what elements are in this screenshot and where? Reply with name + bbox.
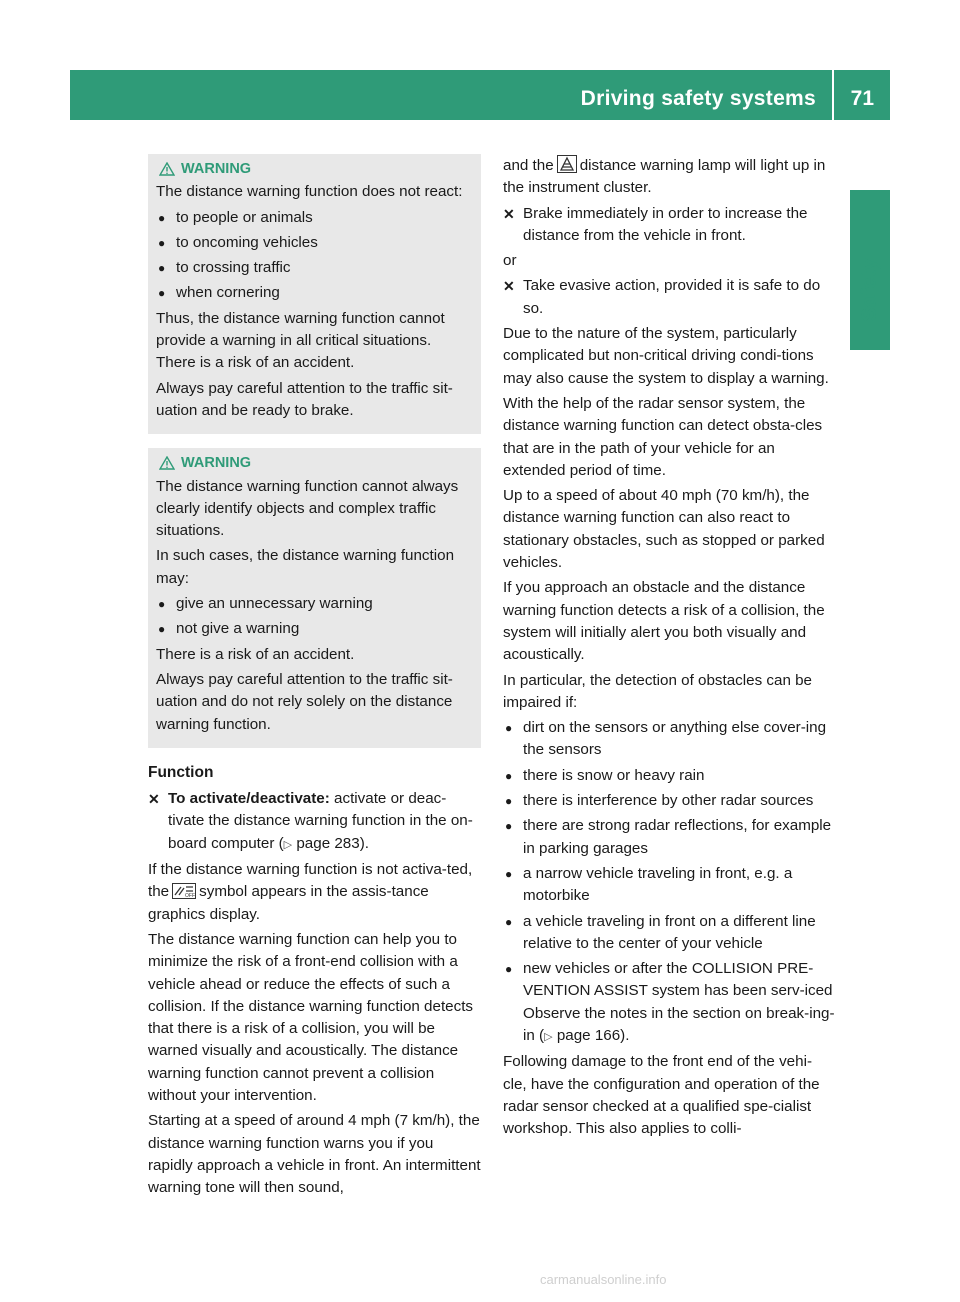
bullet-icon: ● — [505, 721, 513, 736]
list-item: ● a narrow vehicle traveling in front, e.g. a motorbike — [503, 863, 835, 908]
list-item: ● a vehicle traveling in front on a different line relative to the center of your vehicle — [503, 911, 835, 956]
chapter-label: Safety — [858, 258, 881, 322]
list-item: ● to crossing traffic — [156, 257, 473, 279]
distance-warning-lamp-icon — [557, 155, 577, 173]
paragraph: and the distance warning lamp will light up in the instrument cluster. — [503, 157, 826, 197]
warning-paragraph: Always pay careful attention to the traffic sit-uation and be ready to brake. — [156, 379, 453, 419]
warning-title: WARNING — [181, 455, 252, 472]
paragraph: The distance warning function can help you to minimize the risk of a front-end collision with a vehicle ahead or reduce the effects of such a collision. If the distance warning function detects that there is a risk of a collision, you will be warned visually and acoustically. The distance warning function cannot prevent a collision without your intervention. — [148, 930, 474, 1104]
warning-box-2 — [148, 448, 481, 748]
distance-warning-off-icon — [172, 883, 196, 899]
paragraph: In particular, the detection of obstacles can be impaired if: — [503, 671, 813, 711]
bullet-icon: ● — [158, 210, 166, 225]
header-divider — [832, 70, 834, 120]
bullet-icon: ● — [505, 866, 513, 881]
bullet-icon: ● — [505, 794, 513, 809]
bullet-icon: ● — [505, 768, 513, 783]
instruction-step: ✕ Brake immediately in order to increase the distance from the vehicle in front. — [503, 203, 835, 248]
paragraph: Due to the nature of the system, particularly complicated but non-critical driving condi-tions may also cause the system to display a warning. — [503, 325, 829, 387]
paragraph: Starting at a speed of around 4 mph (7 km/h), the distance warning function warns you if you rapidly approach a vehicle in front. An intermittent warning tone will then sound, — [148, 1112, 481, 1197]
list-item: ● to people or animals — [156, 207, 473, 229]
warning-paragraph: In such cases, the distance warning function may: — [156, 547, 455, 587]
list-item: ● there is interference by other radar sources — [503, 790, 835, 812]
page-reference-link[interactable]: page 283 — [296, 834, 360, 852]
paragraph: Up to a speed of about 40 mph (70 km/h), the distance warning function can also react to stationary obstacles, such as stopped or parked vehicles. — [503, 487, 825, 572]
warning-intro: The distance warning function does not react: — [156, 183, 463, 201]
warning-paragraph: The distance warning function cannot always clearly identify objects and complex traffic situations. — [156, 477, 459, 540]
step-arrow-icon: ✕ — [503, 205, 515, 222]
section-title: Driving safety systems — [580, 87, 816, 110]
page-ref-icon: ▷ — [283, 838, 293, 851]
page-ref-icon: ▷ — [544, 1030, 553, 1043]
list-item: ● dirt on the sensors or anything else cover-ing the sensors — [503, 717, 835, 762]
page-reference-link[interactable]: page 166 — [556, 1026, 621, 1044]
page-number: 71 — [850, 87, 874, 110]
list-item: ● there are strong radar reflections, for example in parking garages — [503, 815, 835, 860]
step-arrow-icon: ✕ — [148, 791, 160, 808]
svg-text:OFF: OFF — [185, 893, 196, 900]
paragraph: With the help of the radar sensor system, the distance warning function can detect obsta-cles that are in the path of your vehicle for an extended period of time. — [503, 394, 823, 479]
bullet-icon: ● — [158, 261, 166, 276]
section-heading: Function — [148, 763, 214, 781]
instruction-step: ✕ Take evasive action, provided it is safe to do so. — [503, 275, 835, 320]
step-label: To activate/deactivate: — [168, 790, 330, 808]
warning-heading — [156, 452, 473, 474]
list-item: ● when cornering — [156, 282, 473, 304]
page-header — [70, 70, 890, 120]
bullet-icon: ● — [158, 622, 166, 637]
bullet-icon: ● — [158, 235, 166, 250]
warning-triangle-icon — [159, 456, 175, 470]
warning-paragraph: Thus, the distance warning function cannot provide a warning in all critical situations. There is a risk of an accident. — [156, 309, 445, 372]
warning-heading — [156, 158, 473, 180]
warning-paragraph: There is a risk of an accident. — [156, 645, 355, 663]
watermark: carmanualsonline.info — [540, 1272, 667, 1287]
warning-box-1 — [148, 154, 481, 434]
list-item: ● give an unnecessary warning — [156, 593, 473, 615]
paragraph: Following damage to the front end of the vehi-cle, have the configuration and operation of the radar sensor checked at a qualified spe-cialist workshop. This also applies to colli- — [503, 1053, 820, 1138]
bullet-icon: ● — [158, 597, 166, 612]
bullet-icon: ● — [158, 286, 166, 301]
warning-paragraph: Always pay careful attention to the traffic sit-uation and do not rely solely on the distance warning function. — [156, 670, 453, 733]
or-text: or — [503, 252, 517, 270]
bullet-icon: ● — [505, 962, 513, 977]
list-item: ● new vehicles or after the COLLISION PRE-VENTION ASSIST system has been serv-iced Observe the notes in the section on break-ing-in (▷ page 166). — [503, 958, 835, 1048]
paragraph: If the distance warning function is not activa-ted, the OFF symbol appears in the assis-tance graphics display. — [148, 861, 473, 923]
bullet-icon: ● — [505, 914, 513, 929]
list-item: ● not give a warning — [156, 618, 473, 640]
warning-triangle-icon — [159, 162, 175, 176]
step-arrow-icon: ✕ — [503, 278, 515, 295]
right-column — [503, 155, 835, 1143]
list-item: ● to oncoming vehicles — [156, 232, 473, 254]
paragraph: If you approach an obstacle and the distance warning function detects a risk of a collision, the system will initially alert you both visually and acoustically. — [503, 579, 825, 664]
left-column — [148, 154, 481, 1202]
bullet-icon: ● — [505, 819, 513, 834]
instruction-step: ✕ To activate/deactivate: activate or deac-tivate the distance warning function in the on-board computer (▷ page 283). — [148, 788, 481, 856]
warning-title: WARNING — [181, 161, 252, 177]
list-item: ● there is snow or heavy rain — [503, 765, 835, 787]
